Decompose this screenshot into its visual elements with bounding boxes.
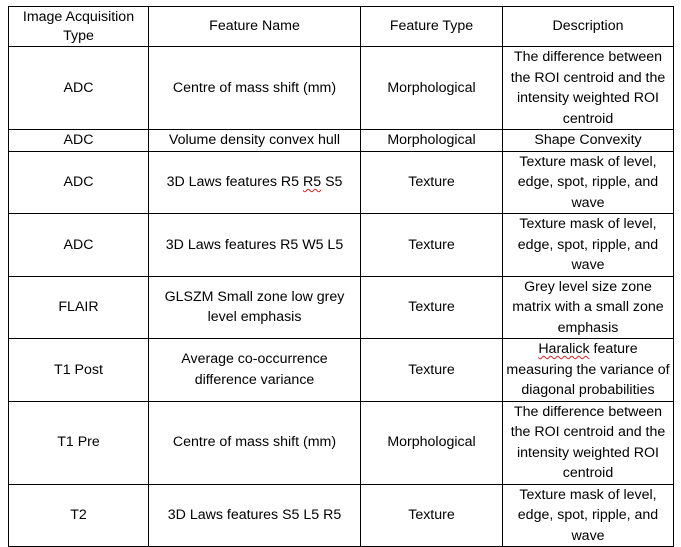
spellcheck-flagged-word: R5 [303,174,322,190]
features-table [8,6,674,547]
cell-feature-name: Volume density convex hull [149,130,361,152]
cell-acquisition: ADC [9,214,149,277]
cell-acquisition: ADC [9,130,149,152]
cell-acquisition: ADC [9,47,149,130]
cell-description: The difference between the ROI centroid and the intensity weighted ROI centroid [503,47,674,130]
cell-feature-name: Centre of mass shift (mm) [149,401,361,484]
cell-feature-type: Texture [361,276,503,339]
cell-feature-name: 3D Laws features S5 L5 R5 [149,484,361,547]
cell-acquisition: T2 [9,484,149,547]
spellcheck-flagged-word: Haralick [538,341,590,357]
cell-feature-type: Texture [361,214,503,277]
description-text: Haralick feature measuring the variance of diagonal probabilities [506,341,670,398]
cell-feature-name: 3D Laws features R5 W5 L5 [149,214,361,277]
cell-feature-name: GLSZM Small zone low grey level emphasis [149,276,361,339]
cell-description: Texture mask of level, edge, spot, ripple, and wave [503,214,674,277]
cell-feature-type: Morphological [361,47,503,130]
table-row [9,484,674,547]
cell-description [503,339,674,402]
table-row [9,151,674,214]
cell-feature-type: Texture [361,484,503,547]
table-row [9,339,674,402]
table-row [9,47,674,130]
table-row [9,130,674,152]
cell-acquisition: FLAIR [9,276,149,339]
header-description: Description [503,7,674,47]
cell-description: The difference between the ROI centroid and the intensity weighted ROI centroid [503,401,674,484]
cell-feature-name: Centre of mass shift (mm) [149,47,361,130]
cell-acquisition: ADC [9,151,149,214]
cell-feature-name: Average co-occurrence difference variance [149,339,361,402]
header-row [9,7,674,47]
cell-description: Texture mask of level, edge, spot, ripple, and wave [503,484,674,547]
header-feature-type: Feature Type [361,7,503,47]
header-image-acquisition-type: Image Acquisition Type [9,7,149,47]
cell-feature-type: Texture [361,151,503,214]
cell-feature-type: Morphological [361,401,503,484]
cell-description: Grey level size zone matrix with a small zone emphasis [503,276,674,339]
cell-feature-type: Texture [361,339,503,402]
cell-acquisition: T1 Post [9,339,149,402]
cell-feature-name [149,151,361,214]
table-row [9,401,674,484]
cell-description: Shape Convexity [503,130,674,152]
cell-acquisition: T1 Pre [9,401,149,484]
cell-description: Texture mask of level, edge, spot, ripple, and wave [503,151,674,214]
feature-name-text: 3D Laws features R5 R5 S5 [166,174,343,190]
table-row [9,276,674,339]
table-row [9,214,674,277]
cell-feature-type: Morphological [361,130,503,152]
header-feature-name: Feature Name [149,7,361,47]
